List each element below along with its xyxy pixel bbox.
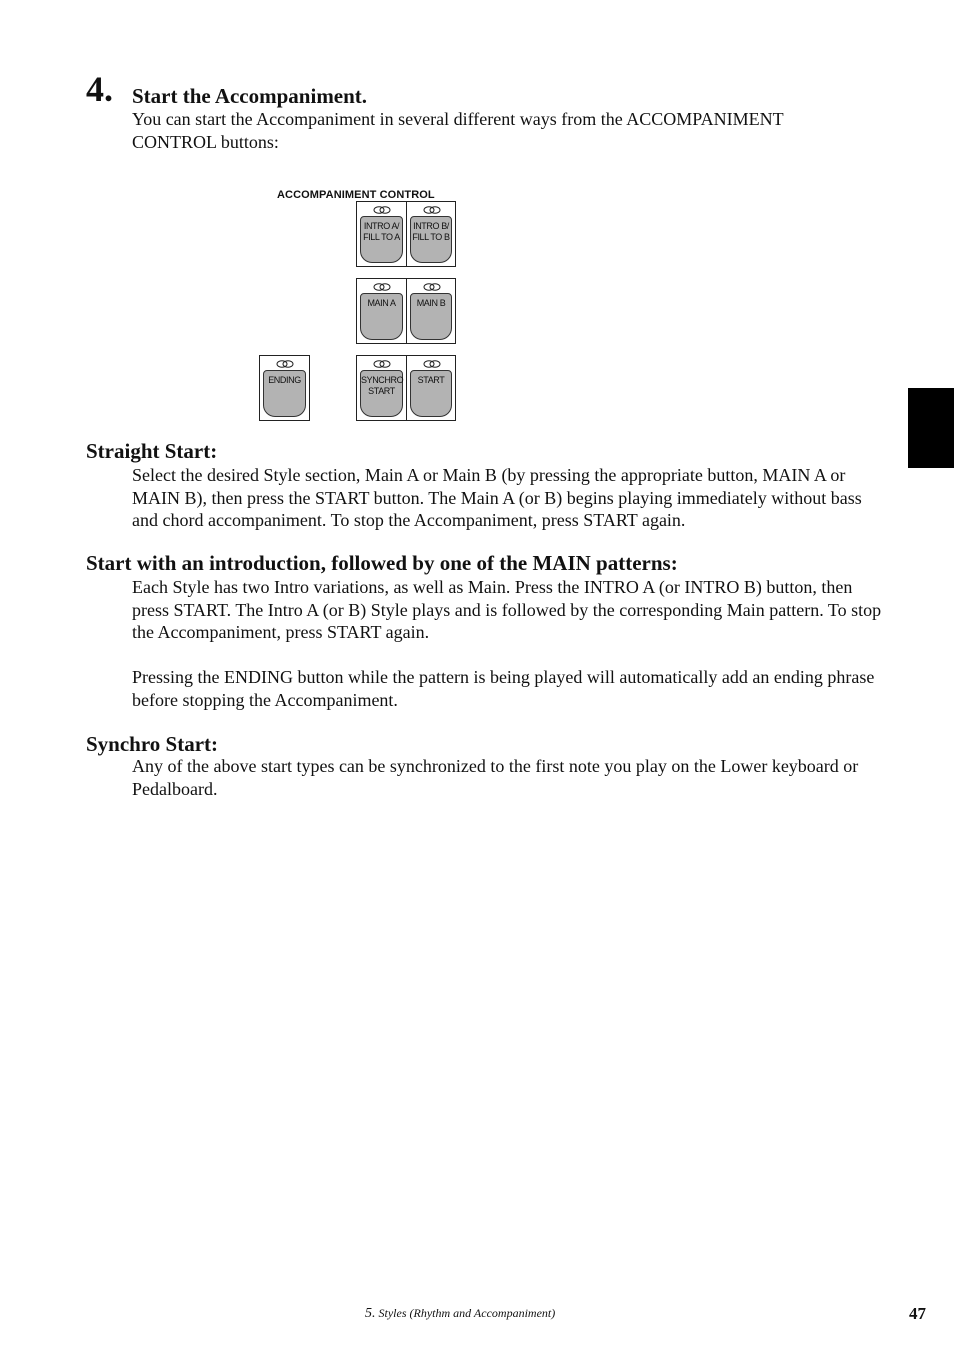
main-a-button[interactable] [357,279,406,343]
intro-button-group [356,201,456,267]
intro-b-label: INTRO B/ FILL TO B [412,221,450,242]
start-button[interactable] [406,356,455,420]
footer-chapter-number: 5. [365,1306,376,1321]
step-title: Start the Accompaniment. [132,84,368,108]
indicator-lamp-icon [373,283,391,291]
straight-start-text: Select the desired Style section, Main A or Main B (by pressing the appropriate button, MAIN A or MAIN B), then press the START button. The Main A (or B) begins playing immediately without bass and chord accompaniment. To stop the Accompaniment, press START again. [132,465,862,530]
synchro-start-label: SYNCHRO START [361,375,404,396]
intro-b-button[interactable] [406,202,455,266]
panel-label: ACCOMPANIMENT CONTROL [277,189,435,201]
ending-button[interactable] [260,356,309,420]
step-description: You can start the Accompaniment in several different ways from the ACCOMPANIMENT CONTROL buttons: [132,109,784,152]
page-number: 47 [909,1304,926,1323]
step-number: 4. [86,69,113,109]
synchro-start-button[interactable] [357,356,406,420]
indicator-lamp-icon [373,360,391,368]
indicator-lamp-icon [373,206,391,214]
synchro-start-heading: Synchro Start: [86,732,219,756]
synchro-start-text: Any of the above start types can be synchronized to the first note you play on the Lower keyboard or Pedalboard. [132,756,859,799]
indicator-lamp-icon [423,360,441,368]
main-button-group [356,278,456,344]
intro-start-text: Each Style has two Intro variations, as well as Main. Press the INTRO A (or INTRO B) button, then press START. The Intro A (or B) Style plays and is followed by the corresponding Main pattern. To stop the Accompaniment, press START again. [132,577,882,642]
intro-a-label: INTRO A/ FILL TO A [363,221,400,242]
main-b-button[interactable] [406,279,455,343]
ending-label: ENDING [268,375,301,385]
straight-start-heading: Straight Start: [86,439,218,463]
indicator-lamp-icon [423,206,441,214]
start-label: START [417,375,445,385]
footer-chapter [365,1306,555,1322]
footer-chapter-title: Styles (Rhythm and Accompaniment) [378,1306,556,1320]
indicator-lamp-icon [423,283,441,291]
intro-a-button[interactable] [357,202,406,266]
main-a-label: MAIN A [367,298,396,308]
intro-start-heading: Start with an introduction, followed by one of the MAIN patterns: [86,551,678,575]
ending-button-group [259,355,310,421]
ending-text: Pressing the ENDING button while the pattern is being played will automatically add an ending phrase before stopping the Accompaniment. [132,667,875,710]
indicator-lamp-icon [276,360,294,368]
start-button-group [356,355,456,421]
chapter-tab-marker [908,388,954,468]
main-b-label: MAIN B [416,298,446,308]
